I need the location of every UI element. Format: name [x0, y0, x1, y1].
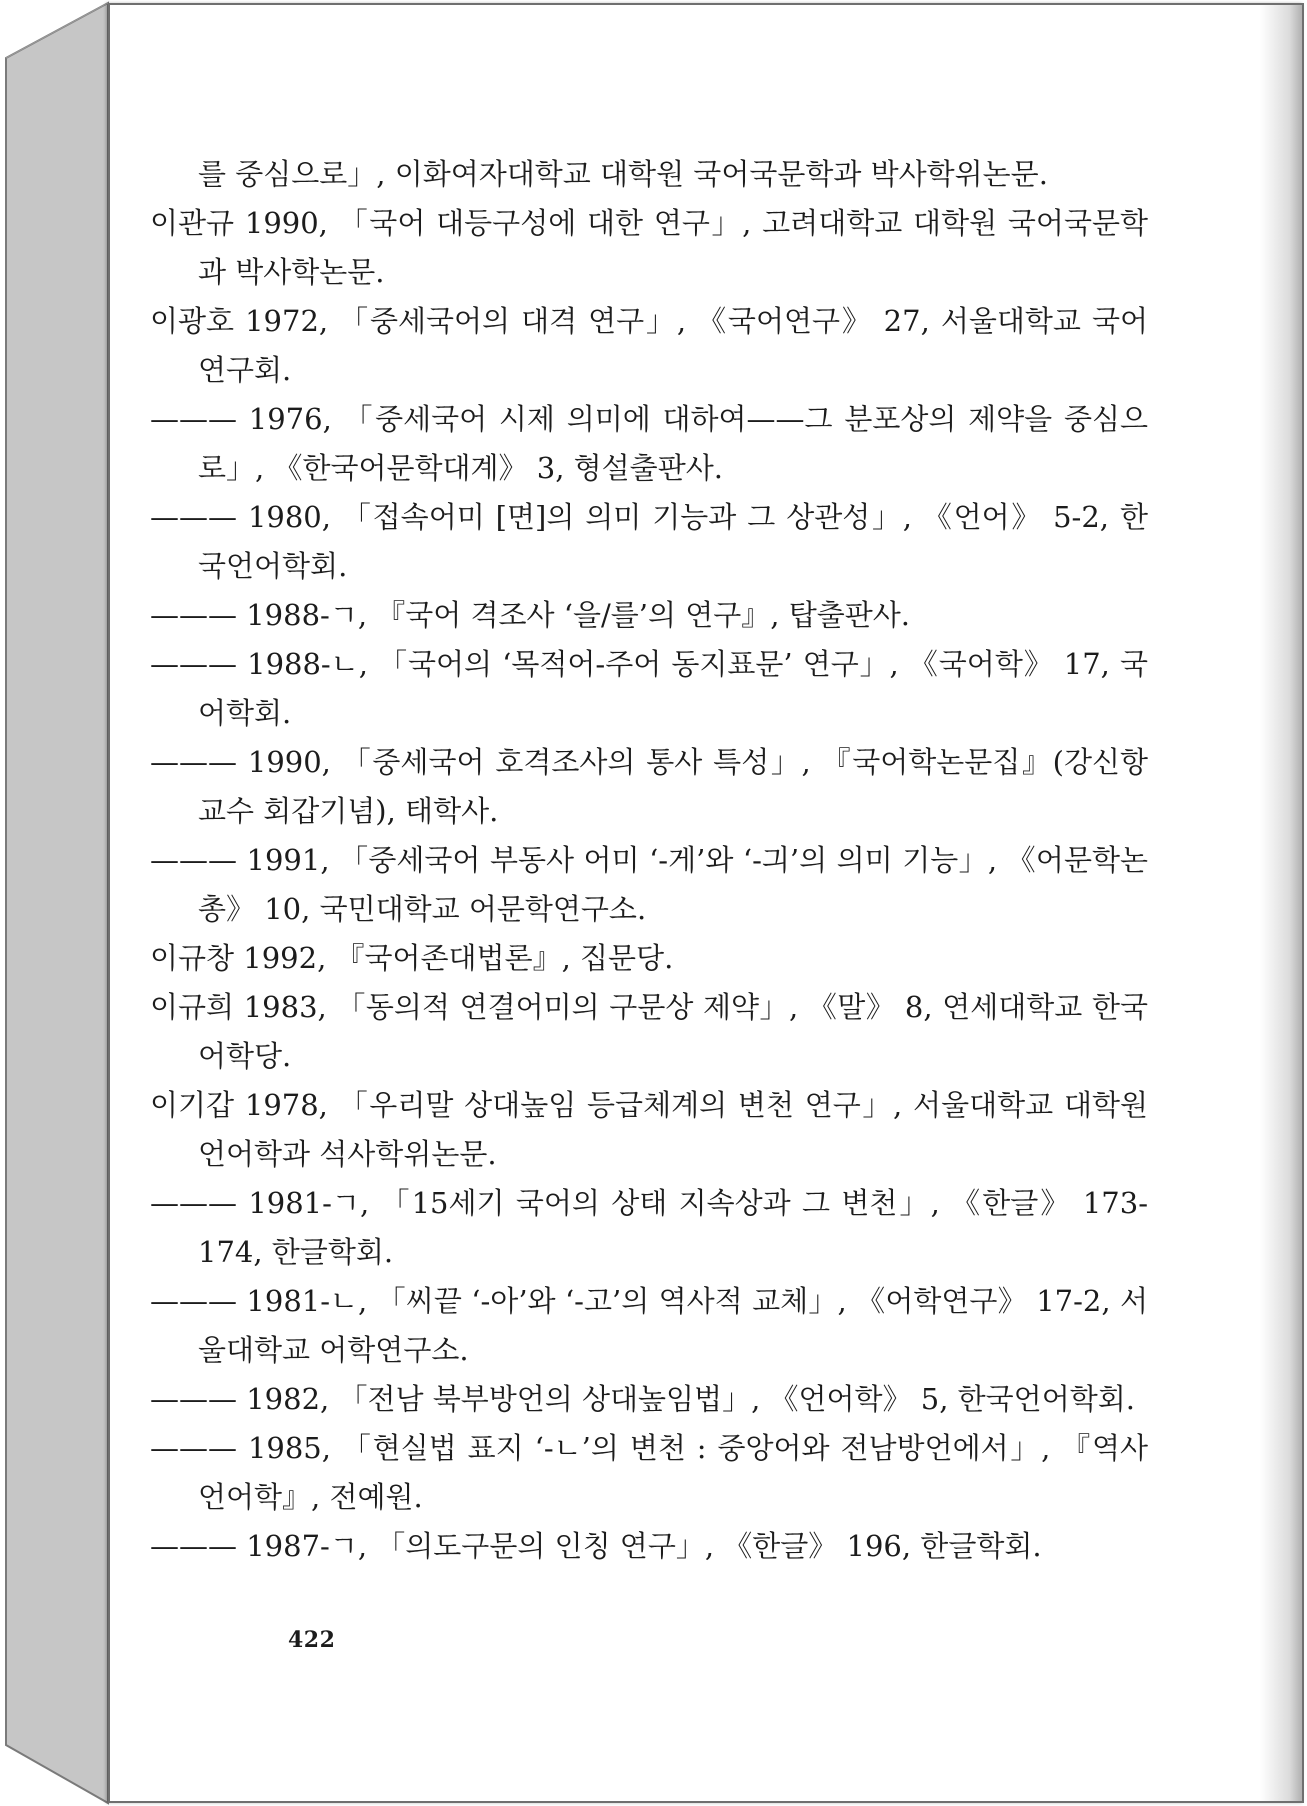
bibliography-entry: ——— 1980, 「접속어미 [면]의 의미 기능과 그 상관성」, 《언어》 5-2, 한국언어학회.	[150, 500, 1148, 583]
bibliography-entry: ——— 1988-ㄱ, 『국어 격조사 ‘을/를’의 연구』, 탑출판사.	[150, 598, 910, 632]
bibliography-entry: 이광호 1972, 「중세국어의 대격 연구」, 《국어연구》 27, 서울대학교 국어연구회.	[150, 304, 1148, 387]
bibliography-entry: ——— 1985, 「현실법 표지 ‘-ㄴ’의 변천 : 중앙어와 전남방언에서」, 『역사언어학』, 전예원.	[150, 1431, 1148, 1514]
bibliography-entry: ——— 1981-ㄴ, 「씨끝 ‘-아’와 ‘-고’의 역사적 교체」, 《어학연구》 17-2, 서울대학교 어학연구소.	[150, 1284, 1148, 1367]
page-edge-shade	[1260, 5, 1302, 1801]
bibliography-entry: ——— 1991, 「중세국어 부동사 어미 ‘-게’와 ‘-긔’의 의미 기능」, 《어문학논총》 10, 국민대학교 어문학연구소.	[150, 843, 1148, 926]
bibliography-entry: ——— 1987-ㄱ, 「의도구문의 인칭 연구」, 《한글》 196, 한글학회.	[150, 1529, 1042, 1563]
bibliography-entry: ——— 1988-ㄴ, 「국어의 ‘목적어-주어 동지표문’ 연구」, 《국어학》 17, 국어학회.	[150, 647, 1148, 730]
bibliography-entry: 이규희 1983, 「동의적 연결어미의 구문상 제약」, 《말》 8, 연세대학교 한국어학당.	[150, 990, 1148, 1073]
bibliography-entry: 이규창 1992, 『국어존대법론』, 집문당.	[150, 941, 674, 975]
bibliography-entry: ——— 1976, 「중세국어 시제 의미에 대하여——그 분포상의 제약을 중심으로」, 《한국어문학대계》 3, 형설출판사.	[150, 402, 1148, 485]
bibliography-list	[150, 150, 1148, 1571]
bibliography-entry: ——— 1981-ㄱ, 「15세기 국어의 상태 지속상과 그 변천」, 《한글》 173-174, 한글학회.	[150, 1186, 1148, 1269]
bibliography-entry: ——— 1990, 「중세국어 호격조사의 통사 특성」, 『국어학논문집』(강신항교수 회갑기념), 태학사.	[150, 745, 1148, 828]
bibliography-entry: 를 중심으로」, 이화여자대학교 대학원 국어국문학과 박사학위논문.	[198, 157, 1048, 191]
bibliography-entry: 이기갑 1978, 「우리말 상대높임 등급체계의 변천 연구」, 서울대학교 대학원 언어학과 석사학위논문.	[150, 1088, 1148, 1171]
bibliography-entry: 이관규 1990, 「국어 대등구성에 대한 연구」, 고려대학교 대학원 국어국문학과 박사학논문.	[150, 206, 1148, 289]
bibliography-entry: ——— 1982, 「전남 북부방언의 상대높임법」, 《언어학》 5, 한국언어학회.	[150, 1382, 1135, 1416]
page-number: 422	[288, 1627, 336, 1653]
